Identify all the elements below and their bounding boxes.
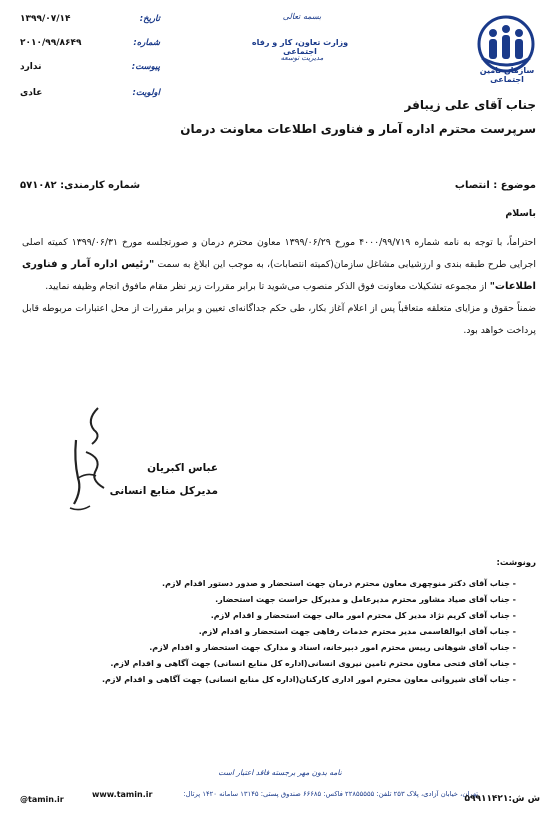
meta-label: اولویت:	[132, 88, 160, 98]
cc-list	[56, 576, 516, 688]
meta-priority	[20, 88, 160, 104]
footer-national-id: ش ش:۵۹۹۱۱۴۲۱	[464, 794, 540, 804]
cc-item: - جناب آقای صیاد مشاور محترم مدیرعامل و مدیرکل حراست جهت استحضار.	[215, 595, 516, 604]
meta-number	[20, 38, 160, 54]
body-text-part2: از مجموعه تشکیلات معاونت فوق الذکر منصوب می‌شوید تا برابر مقررات زیر نظر مقام مافوق انجام وظیفه نمایید.	[45, 281, 487, 292]
meta-label: شماره:	[133, 38, 160, 48]
greeting: باسلام	[505, 208, 536, 219]
body-paragraph-2: ضمناً حقوق و مزایای متعلقه متعاقباً پس از اعلام آغاز بکار، طی حکم جداگانه‌ای تعیین و برابر مقررات از محل اعتبارات مربوطه قابل پرداخت خواهد بود.	[22, 303, 536, 336]
employee-number: شماره کارمندی: ۵۷۱۰۸۲	[20, 180, 141, 191]
ministry-subtitle: مدیریت توسعه	[280, 54, 324, 62]
meta-value: ۲۰۱۰/۹۹/۸۶۴۹	[20, 38, 82, 48]
organization-name: سازمان تامین اجتماعی	[479, 66, 535, 84]
footer-email-link[interactable]: @tamin.ir	[20, 795, 64, 804]
subject-line: موضوع : انتصاب	[454, 180, 536, 191]
meta-label: پیوست:	[131, 62, 160, 72]
appointed-position: "رئیس اداره آمار و فناوری اطلاعات"	[22, 259, 536, 292]
cc-heading: رونوشت:	[496, 558, 536, 568]
cc-item: - جناب آقای دکتر منوچهری معاون محترم درمان جهت استحضار و صدور دستور اقدام لازم.	[162, 579, 516, 588]
signatory-title: مدیرکل منابع انسانی	[109, 485, 218, 497]
bismillah-heading: بسمه تعالی	[282, 12, 322, 21]
body-text-part1: احتراماً، با توجه به نامه شماره ۴۰۰۰/۹۹/۷۱۹ مورخ ۱۳۹۹/۰۶/۲۹ معاون محترم درمان و صورتجلسه مورخ ۱۳۹۹/۰۶/۳۱ کمیته اصلی اجرایی طرح طبقه بندی و ارزشیابی مشاغل سازمان(کمیته انتصابات)، به موجب این ابلاغ به سمت	[22, 237, 536, 270]
footer-website-link[interactable]: www.tamin.ir	[92, 790, 153, 799]
ministry-name: وزارت تعاون، کار و رفاه اجتماعی	[251, 38, 349, 56]
meta-date	[20, 14, 160, 30]
cc-item: - جناب آقای شیروانی معاون محترم امور اداری کارکنان(اداره کل منابع انسانی) جهت آگاهی و اقدام لازم.	[101, 675, 516, 684]
addressee-name: جناب آقای علی زیبافر	[404, 98, 536, 112]
handwritten-signature	[56, 400, 126, 520]
meta-value: ندارد	[20, 62, 42, 72]
cc-item: - جناب آقای فتحی معاون محترم تامین نیروی انسانی(اداره کل منابع انسانی) جهت آگاهی و اقدام لازم.	[110, 659, 516, 668]
meta-label: تاریخ:	[139, 14, 160, 24]
body-paragraph-1	[22, 232, 536, 298]
footer-motto: نامه بدون مهر برجسته فاقد اعتبار است	[218, 768, 342, 777]
meta-value: ۱۳۹۹/۰۷/۱۴	[20, 14, 71, 24]
footer-address: تهران، خیابان آزادی، پلاک ۲۵۳ تلفن: ۲۲۸۵۵۵۵۵ فاکس: ۶۶۶۸۵ صندوق پستی: ۱۳۱۴۵ سامانه ۱۴۲۰ پرتال:	[183, 790, 478, 798]
cc-item: - جناب آقای شوهانی رییس محترم امور دبیرخانه، اسناد و مدارک جهت استحضار و اقدام لازم.	[149, 643, 516, 652]
meta-value: عادی	[20, 88, 43, 98]
meta-attachment	[20, 62, 160, 78]
cc-item: - جناب آقای کریم نژاد مدیر کل محترم امور مالی جهت استحضار و اقدام لازم.	[210, 611, 516, 620]
cc-item: - جناب آقای ابوالقاسمی مدیر محترم خدمات رفاهی جهت استحضار و اقدام لازم.	[198, 627, 516, 636]
addressee-title: سرپرست محترم اداره آمار و فناوری اطلاعات معاونت درمان	[180, 122, 536, 136]
letter-body	[22, 232, 536, 342]
signatory-name: عباس اکبریان	[147, 462, 218, 474]
